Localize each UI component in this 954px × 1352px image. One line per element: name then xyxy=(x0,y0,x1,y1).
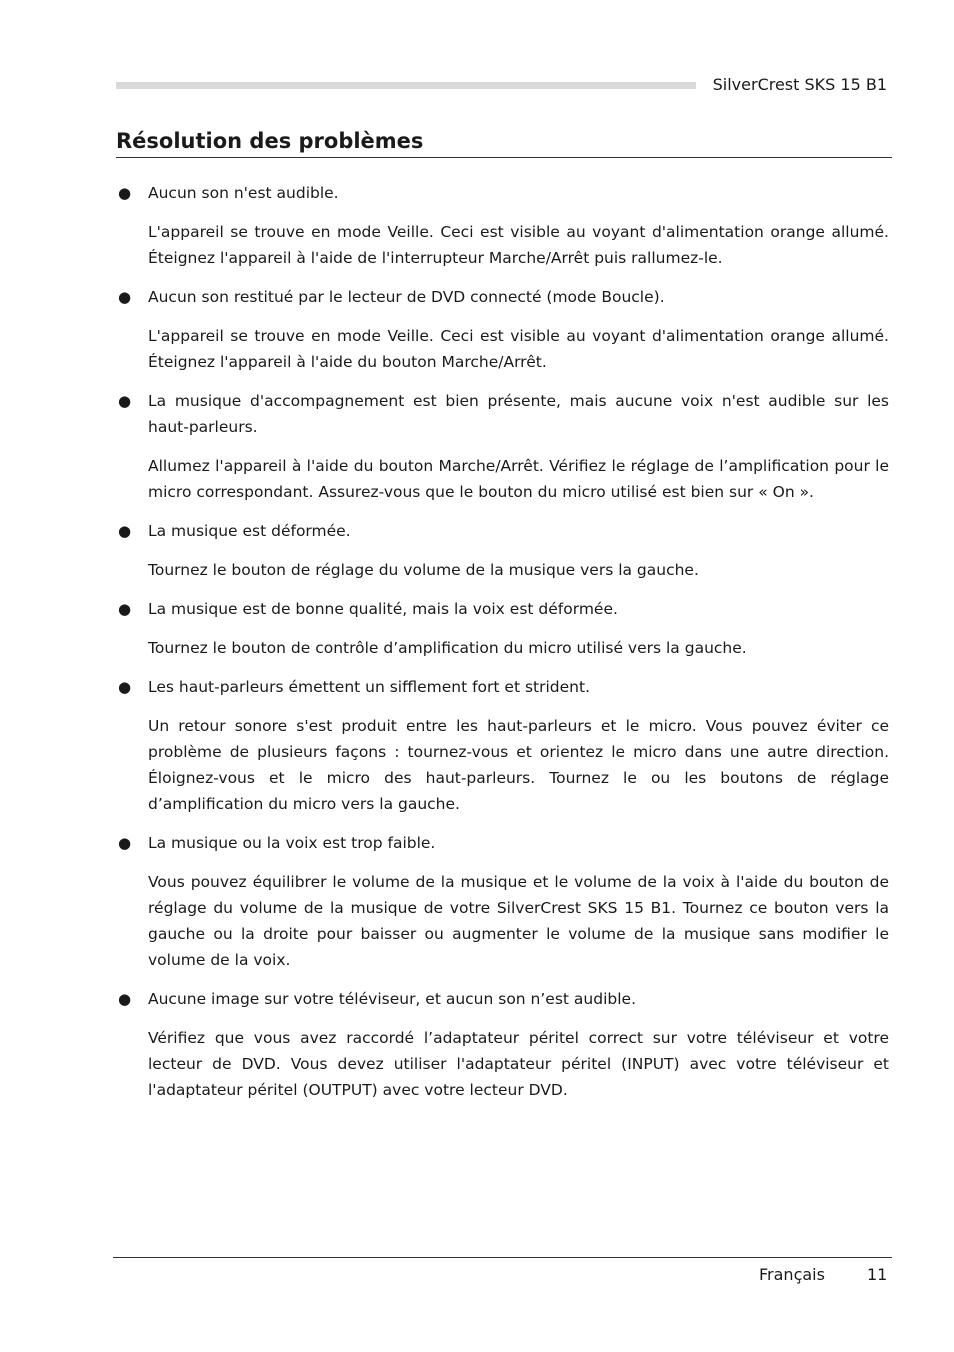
problem-text: Aucune image sur votre téléviseur, et aucun son n’est audible. xyxy=(148,990,637,1008)
problem-text: La musique ou la voix est trop faible. xyxy=(148,834,436,852)
solution-text: Vous pouvez équilibrer le volume de la musique et le volume de la voix à l'aide du bouton de réglage du volume de la musique de votre SilverCrest SKS 15 B1. Tournez ce bouton vers la gauche ou la droite pour baisser ou augmenter le volume de la musique sans modifier le volume de la voix. xyxy=(148,873,889,969)
bullet-icon: ● xyxy=(118,522,132,540)
bullet-icon: ● xyxy=(118,600,132,618)
bullet-icon: ● xyxy=(118,288,132,306)
page-title: Résolution des problèmes xyxy=(116,127,892,158)
troubleshooting-item xyxy=(116,830,889,973)
problem-text: Aucun son n'est audible. xyxy=(148,184,339,202)
solution-text: Vérifiez que vous avez raccordé l’adaptateur péritel correct sur votre téléviseur et votre lecteur de DVD. Vous devez utiliser l'adaptateur péritel (INPUT) avec votre téléviseur et l'adaptateur péritel (OUTPUT) avec votre lecteur DVD. xyxy=(148,1029,889,1099)
problem-text: La musique est de bonne qualité, mais la voix est déformée. xyxy=(148,600,618,618)
solution-text: L'appareil se trouve en mode Veille. Ceci est visible au voyant d'alimentation orange allumé. Éteignez l'appareil à l'aide du bouton Marche/Arrêt. xyxy=(148,327,889,371)
troubleshooting-list xyxy=(116,180,889,1116)
troubleshooting-item xyxy=(116,674,889,817)
problem-text: Les haut-parleurs émettent un sifflement fort et strident. xyxy=(148,678,590,696)
bullet-icon: ● xyxy=(118,678,132,696)
footer-language: Français xyxy=(759,1265,825,1284)
bullet-icon: ● xyxy=(118,184,132,202)
header-product-name: SilverCrest SKS 15 B1 xyxy=(712,75,887,94)
header-bar xyxy=(116,82,696,89)
troubleshooting-item xyxy=(116,284,889,375)
troubleshooting-item xyxy=(116,986,889,1103)
troubleshooting-item xyxy=(116,388,889,505)
solution-text: L'appareil se trouve en mode Veille. Ceci est visible au voyant d'alimentation orange allumé. Éteignez l'appareil à l'aide de l'interrupteur Marche/Arrêt puis rallumez-le. xyxy=(148,223,889,267)
solution-text: Un retour sonore s'est produit entre les haut-parleurs et le micro. Vous pouvez éviter ce problème de plusieurs façons : tournez-vous et orientez le micro dans une autre direction. Éloignez-vous et le micro des haut-parleurs. Tournez le ou les boutons de réglage d’amplification du micro vers la gauche. xyxy=(148,717,889,813)
problem-text: La musique d'accompagnement est bien présente, mais aucune voix n'est audible sur les haut-parleurs. xyxy=(148,392,889,436)
solution-text: Tournez le bouton de contrôle d’amplification du micro utilisé vers la gauche. xyxy=(148,639,747,657)
bullet-icon: ● xyxy=(118,990,132,1008)
problem-text: Aucun son restitué par le lecteur de DVD connecté (mode Boucle). xyxy=(148,288,665,306)
solution-text: Tournez le bouton de réglage du volume de la musique vers la gauche. xyxy=(148,561,699,579)
troubleshooting-item xyxy=(116,180,889,271)
page-number: 11 xyxy=(867,1265,888,1284)
troubleshooting-item xyxy=(116,596,889,661)
footer-divider xyxy=(113,1257,892,1258)
troubleshooting-item xyxy=(116,518,889,583)
bullet-icon: ● xyxy=(118,834,132,852)
solution-text: Allumez l'appareil à l'aide du bouton Marche/Arrêt. Vérifiez le réglage de l’amplification pour le micro correspondant. Assurez-vous que le bouton du micro utilisé est bien sur « On ». xyxy=(148,457,889,501)
problem-text: La musique est déformée. xyxy=(148,522,351,540)
bullet-icon: ● xyxy=(118,392,132,410)
